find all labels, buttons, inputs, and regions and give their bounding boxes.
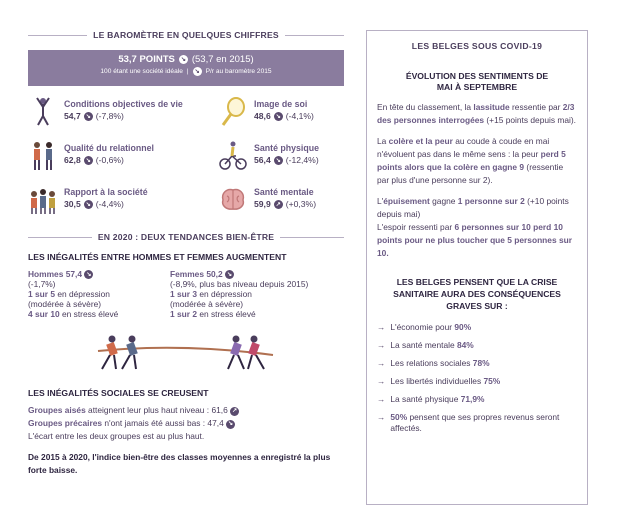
keyword: épuisement (383, 196, 430, 206)
indicator-score: 48,6 (254, 111, 271, 121)
femmes-block (170, 269, 340, 319)
conclusion-text: De 2015 à 2020, l'indice bien-être des classes moyennes a enregistré la plus forte baisse. (28, 452, 331, 476)
arrow-right-icon: → (377, 340, 386, 350)
covid-heading: LES BELGES SOUS COVID-19 (411, 41, 543, 51)
arrow-right-icon: → (377, 376, 386, 386)
section-title-gender: LES INÉGALITÉS ENTRE HOMMES ET FEMMES AUGMENTENT (28, 252, 287, 262)
indicator-delta: (-7,8%) (95, 111, 124, 121)
separator: | (186, 68, 189, 75)
indicator-delta: (+0,3%) (285, 199, 317, 209)
arrow-down-icon: ↘ (228, 420, 234, 427)
hommes-stress-text: en stress élevé (59, 309, 119, 320)
precaires-text: n'ont jamais été aussi bas : 47,4 (102, 418, 224, 429)
percentage: 75% (483, 376, 501, 386)
indicator-label: Santé physique (254, 143, 320, 153)
femmes-dep-severity: (modérée à sévère) (170, 299, 244, 310)
indicator-sante-physique (218, 140, 344, 174)
section-title-social: LES INÉGALITÉS SOCIALES SE CREUSENT (28, 388, 209, 399)
indicator-rapport-societe (28, 184, 218, 218)
text: gagne (429, 196, 458, 206)
arrow-down-icon: ↘ (86, 271, 92, 278)
sentiments-title: ÉVOLUTION DES SENTIMENTS DE MAI À SEPTEMBRE (405, 71, 549, 92)
indicator-label: Santé mentale (254, 187, 314, 197)
indicator-score: 54,7 (64, 111, 81, 121)
divider (285, 35, 344, 36)
text: (+15 points depuis mai). (484, 115, 577, 125)
list-item (377, 358, 577, 369)
percentage: 84% (456, 340, 474, 350)
percentage: 78% (472, 358, 490, 368)
points-banner (28, 50, 344, 86)
text: (ressentie par plus d'une personne sur 2). (377, 162, 564, 185)
arrow-right-icon: → (377, 358, 386, 368)
aises-label: Groupes aisés (28, 405, 86, 416)
arrow-down-icon: ↘ (275, 157, 281, 164)
couple-icon (28, 140, 58, 172)
arrow-down-icon: ↘ (275, 113, 281, 120)
indicator-score: 62,8 (64, 155, 81, 165)
indicator-delta: (-4,1%) (285, 111, 314, 121)
cyclist-icon (218, 140, 248, 172)
femmes-stress-count: 1 sur 2 (170, 309, 198, 320)
text: pensent que ses propres revenus seront affectés. (390, 412, 560, 433)
femmes-stress-text: en stress élevé (197, 309, 256, 320)
person-stretching-icon (28, 96, 58, 128)
text: Les relations sociales (390, 358, 473, 368)
text: L'espoir ressenti par (377, 222, 455, 232)
hommes-stress-count: 4 sur 10 (28, 309, 60, 320)
arrow-right-icon: → (377, 322, 386, 332)
hommes-dep-text: en dépression (55, 289, 110, 300)
group-icon (28, 184, 58, 216)
indicator-label: Image de soi (254, 99, 308, 109)
arrow-down-icon: ↘ (194, 69, 200, 75)
keyword: 1 personne sur 2 (457, 196, 525, 206)
epuisement-paragraph (367, 195, 587, 260)
keyword: 2/3 des personnes interrogées (377, 102, 575, 125)
hommes-label: Hommes (28, 269, 64, 279)
text: L'économie pour (390, 322, 455, 332)
aises-text: atteignent leur plus haut niveau : 61,6 (85, 405, 228, 416)
text: La santé mentale (390, 340, 457, 350)
text: Les libertés individuelles (390, 376, 484, 386)
colere-peur-paragraph (367, 135, 587, 187)
arrow-down-icon: ↘ (85, 201, 91, 208)
text: En tête du classement, la (377, 102, 474, 112)
indicator-delta: (-12,4%) (285, 155, 319, 165)
hommes-block (28, 269, 170, 319)
arrow-right-icon: → (377, 412, 386, 422)
text: (+10 points depuis mai) (377, 196, 569, 219)
femmes-score: 50,2 (206, 269, 223, 279)
consequences-title: LES BELGES PENSENT QUE LA CRISE SANITAIRE AURA DES CONSÉQUENCES GRAVES SUR : (393, 277, 561, 311)
text: La santé physique (390, 394, 461, 404)
keyword: perd 5 points alors que la colère en gagne 9 (377, 149, 566, 172)
ecart-text: L'écart entre les deux groupes est au plus haut. (28, 431, 205, 442)
indicator-delta: (-0,6%) (95, 155, 124, 165)
indicator-label: Rapport à la société (64, 187, 148, 197)
hommes-dep-severity: (modérée à sévère) (28, 299, 102, 310)
arrow-down-icon: ↘ (85, 113, 91, 120)
percentage: 90% (454, 322, 472, 332)
indicator-label: Qualité du relationnel (64, 143, 154, 153)
indicator-score: 56,4 (254, 155, 271, 165)
mirror-icon (218, 96, 248, 128)
list-item (377, 412, 577, 434)
barometre-heading-row (28, 30, 344, 40)
femmes-dep-count: 1 sur 3 (170, 289, 198, 300)
divider (280, 237, 344, 238)
arrow-down-icon: ↘ (226, 271, 232, 278)
indicator-conditions (28, 96, 218, 130)
indicator-grid (28, 96, 344, 218)
indicator-image-de-soi (218, 96, 344, 130)
hommes-score: 57,4 (65, 269, 83, 279)
tendances-heading-row (28, 232, 344, 242)
list-item (377, 394, 577, 405)
arrow-down-icon: ↘ (85, 157, 91, 164)
lassitude-paragraph (367, 101, 587, 127)
text: au coude à coude en mai n'évoluent pas dans le même sens : la peur (377, 136, 550, 159)
indicator-label: Conditions objectives de vie (64, 99, 183, 109)
list-item (377, 376, 577, 387)
tug-of-war-illustration (28, 325, 344, 375)
percentage: 71,9% (460, 394, 485, 404)
ideal-note: 100 étant une société idéale (100, 68, 183, 75)
divider (28, 237, 92, 238)
tendances-heading: EN 2020 : DEUX TENDANCES BIEN-ÊTRE (97, 232, 275, 242)
social-inequality-text (28, 404, 344, 443)
divider (28, 35, 87, 36)
text: L' (377, 196, 384, 206)
list-item (377, 322, 577, 333)
text: La (377, 136, 389, 146)
arrow-up-icon: ↗ (275, 201, 281, 208)
percentage: 50% (390, 412, 408, 422)
covid-panel (366, 30, 588, 505)
arrow-down-icon: ↘ (180, 57, 186, 63)
keyword: 6 personnes sur 10 perd 10 points pour ne plus toucher que 5 personnes sur 10. (377, 222, 572, 258)
precaires-label: Groupes précaires (28, 418, 103, 429)
brain-icon (218, 184, 248, 216)
barometre-heading: LE BAROMÈTRE EN QUELQUES CHIFFRES (93, 30, 279, 40)
points-value: 53,7 POINTS (118, 54, 175, 65)
legend-note: P/r au baromètre 2015 (205, 68, 272, 75)
hommes-delta: (-1,7%) (28, 279, 56, 290)
femmes-label: Femmes (170, 269, 204, 279)
femmes-delta: (-8,9%, plus bas niveau depuis 2015) (170, 279, 309, 290)
indicator-score: 59,9 (254, 199, 271, 209)
left-column (28, 30, 344, 477)
indicator-score: 30,5 (64, 199, 81, 209)
indicator-relationnel (28, 140, 218, 174)
femmes-dep-text: en dépression (197, 289, 252, 300)
gender-comparison (28, 269, 344, 319)
indicator-delta: (-4,4%) (95, 199, 124, 209)
indicator-sante-mentale (218, 184, 344, 218)
list-item (377, 340, 577, 351)
text: ressentie par (509, 102, 563, 112)
consequences-list (367, 322, 587, 434)
hommes-dep-count: 1 sur 5 (28, 289, 56, 300)
arrow-up-icon: ↗ (232, 407, 238, 414)
keyword: colère et la peur (388, 136, 453, 146)
arrow-right-icon: → (377, 394, 386, 404)
keyword: lassitude (473, 102, 510, 112)
points-previous: (53,7 en 2015) (191, 54, 254, 65)
